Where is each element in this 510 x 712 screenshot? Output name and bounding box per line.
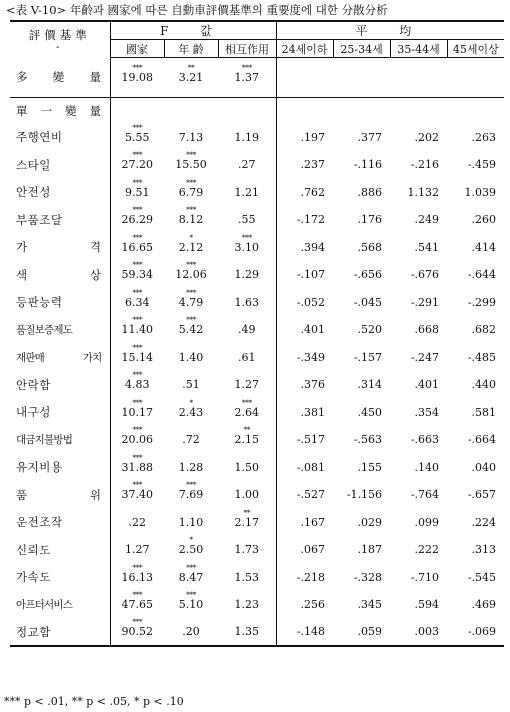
f-interaction	[218, 619, 276, 647]
f-country	[110, 509, 164, 537]
mean-age-45-over: .440	[471, 378, 497, 392]
f-value: 26.29	[121, 213, 153, 227]
mean-age-45-over: -.299	[467, 295, 497, 309]
mean-age-35-44: -.216	[410, 158, 440, 172]
mean-age-35-44: -.676	[410, 268, 440, 282]
mean-age-35-44: 1.132	[407, 185, 440, 199]
header-row-1	[10, 21, 504, 40]
f-country	[110, 454, 164, 482]
f-age	[164, 454, 218, 482]
mean-age-35-44: -.291	[410, 295, 440, 309]
f-age	[164, 261, 218, 289]
f-interaction	[218, 151, 276, 179]
mean-age-25-34: .450	[357, 405, 383, 419]
row-label: 재판매 가치	[10, 344, 110, 372]
f-value: .49	[238, 323, 256, 337]
row-label: 多 變 量	[10, 58, 110, 98]
mean-age-24-under: .067	[300, 543, 326, 557]
f-value: 16.13	[121, 570, 153, 584]
significance-mark: ***	[132, 261, 143, 270]
f-age	[164, 179, 218, 207]
f-value: 1.35	[234, 625, 260, 639]
mean-age-45-over: -.459	[467, 158, 497, 172]
f-country	[110, 591, 164, 619]
f-age	[164, 564, 218, 592]
f-country	[110, 261, 164, 289]
col-header-age-24-under: 24세이하	[276, 40, 333, 58]
f-value: 5.10	[178, 598, 204, 612]
mean-age-35-44: .003	[390, 619, 447, 647]
col-header-age-25-34: 25-34세	[333, 40, 390, 58]
f-value: 4.83	[125, 378, 150, 392]
mean-age-25-34: .314	[357, 378, 383, 392]
f-value: 27.20	[121, 158, 153, 172]
mean-age-24-under: .394	[300, 240, 326, 254]
f-value: 15.14	[121, 350, 153, 364]
f-interaction	[218, 399, 276, 427]
mean-age-24-under: -.349	[296, 350, 326, 364]
significance-mark: ***	[132, 343, 143, 352]
f-country	[110, 206, 164, 234]
row-label: 안전성	[10, 179, 110, 207]
significance-mark: ***	[132, 453, 143, 462]
mean-age-25-34: .886	[357, 185, 383, 199]
f-value: 1.40	[178, 350, 204, 364]
f-value: 2.43	[178, 405, 204, 419]
mean-age-25-34: .029	[357, 515, 383, 529]
mean-age-35-44: .140	[414, 460, 440, 474]
mean-age-35-44: .668	[414, 323, 440, 337]
table-row	[10, 399, 504, 427]
mean-age-45-over: .682	[471, 323, 497, 337]
f-age	[164, 536, 218, 564]
mean-age-45-over: -.664	[467, 433, 497, 447]
f-value: 15.50	[175, 158, 207, 172]
f-value: 1.73	[234, 543, 260, 557]
f-country	[110, 179, 164, 207]
table-row	[10, 426, 504, 454]
f-value: 1.19	[234, 130, 260, 144]
f-value: 1.23	[234, 598, 260, 612]
significance-mark: ***	[186, 481, 196, 490]
f-value: 37.40	[121, 488, 153, 502]
row-label: 가속도	[10, 564, 110, 592]
f-value: 11.40	[121, 323, 153, 337]
significance-mark: ***	[186, 151, 196, 160]
f-value: 59.34	[121, 268, 153, 282]
f-country	[110, 234, 164, 262]
f-country	[110, 481, 164, 509]
mean-age-24-under: .167	[300, 515, 326, 529]
f-value: 1.50	[234, 460, 260, 474]
mean-age-45-over: -.545	[467, 570, 497, 584]
row-label: 가 격	[10, 234, 110, 262]
significance-mark: ***	[186, 206, 196, 215]
data-rows	[10, 124, 504, 647]
f-age	[164, 591, 218, 619]
f-value: 10.17	[121, 405, 153, 419]
significance-mark: *	[189, 233, 193, 242]
table-row	[10, 509, 504, 537]
f-value: 1.63	[234, 295, 260, 309]
f-interaction	[218, 234, 276, 262]
significance-mark: **	[243, 508, 251, 517]
mean-age-35-44: -.247	[410, 350, 440, 364]
table-row	[10, 564, 504, 592]
col-header-age-35-44: 35-44세	[390, 40, 447, 58]
significance-mark: ***	[241, 398, 252, 407]
f-age	[164, 399, 218, 427]
mean-age-25-34: .345	[357, 598, 383, 612]
mean-group-header: 平 均	[276, 21, 504, 40]
f-country: *** 19.08	[110, 58, 164, 98]
mean-age-25-34: .176	[357, 213, 383, 227]
row-label: 운전조작	[10, 509, 110, 537]
stub-header-mark: -	[56, 41, 64, 53]
f-interaction	[218, 261, 276, 289]
f-age	[164, 426, 218, 454]
section-row	[10, 98, 504, 124]
f-value: 2.50	[178, 543, 204, 557]
f-value: 2.12	[178, 240, 204, 254]
significance-mark: ***	[132, 371, 143, 380]
mean-age-24-under: .197	[300, 130, 326, 144]
significance-mark: ***	[186, 591, 196, 600]
row-label: 신뢰도	[10, 536, 110, 564]
row-label: 품질보증제도	[10, 316, 110, 344]
mean-age-25-34: -.045	[353, 295, 383, 309]
f-interaction	[218, 344, 276, 372]
table-row	[10, 619, 504, 647]
table-caption: <表 V-10> 年齡과 國家에 따른 自動車評價基準의 重要度에 대한 分散分析	[6, 3, 388, 17]
significance-mark: ***	[132, 398, 143, 407]
f-value: 16.65	[121, 240, 153, 254]
f-age	[164, 481, 218, 509]
mean-age-35-44: -.764	[410, 488, 440, 502]
mean-age-24-under: .762	[300, 185, 326, 199]
f-value: .20	[182, 625, 200, 639]
table-row	[10, 344, 504, 372]
mean-age-25-34: .187	[357, 543, 383, 557]
mean-age-24-under: -.052	[296, 295, 326, 309]
mean-age-45-over: -.657	[467, 488, 497, 502]
table-row	[10, 536, 504, 564]
f-interaction	[218, 426, 276, 454]
f-value: 8.12	[178, 213, 204, 227]
significance-mark: ***	[132, 618, 143, 627]
f-country	[110, 289, 164, 317]
mean-age-25-34: -1.156	[346, 488, 383, 502]
mean-age-35-44: .099	[414, 515, 440, 529]
mean-age-24-under: -.107	[296, 268, 326, 282]
mean-age-45-over: -.069	[447, 619, 504, 647]
f-age	[164, 151, 218, 179]
row-label: 품 위	[10, 481, 110, 509]
mean-age-45-over: -.485	[467, 350, 497, 364]
f-value-group-header: F 값	[110, 21, 276, 40]
mean-age-24-under: .376	[300, 378, 326, 392]
significance-mark: ***	[186, 178, 196, 187]
f-value: 31.88	[121, 460, 153, 474]
table-row	[10, 454, 504, 482]
mean-age-25-34: -.328	[353, 570, 383, 584]
f-value: 1.27	[125, 543, 150, 557]
mean-age-24-under: .381	[300, 405, 326, 419]
significance-mark: ***	[132, 233, 143, 242]
significance-mark: **	[243, 426, 251, 435]
mean-age-24-under: .256	[300, 598, 326, 612]
col-header-age: 年 齡	[164, 40, 218, 58]
f-value: 1.27	[234, 378, 260, 392]
significance-mark: *	[189, 536, 193, 545]
significance-mark: ***	[132, 206, 143, 215]
row-label: 부품조달	[10, 206, 110, 234]
f-value: 20.06	[121, 433, 153, 447]
mean-age-35-44: -.710	[410, 570, 440, 584]
significance-mark: ***	[132, 151, 143, 160]
f-value: 4.79	[178, 295, 204, 309]
col-header-country: 國家	[110, 40, 164, 58]
f-country	[110, 316, 164, 344]
f-value: 1.00	[234, 488, 260, 502]
significance-mark: ***	[132, 288, 143, 297]
mean-age-25-34: -.563	[353, 433, 383, 447]
table-row	[10, 179, 504, 207]
mean-age-25-34: -.157	[353, 350, 383, 364]
mean-age-24-under: -.148	[276, 619, 333, 647]
significance-mark: *	[189, 398, 193, 407]
f-value: 9.51	[125, 185, 150, 199]
f-country	[110, 371, 164, 399]
mean-age-45-over: .469	[471, 598, 497, 612]
f-value: .27	[238, 158, 256, 172]
f-value: 7.69	[178, 488, 204, 502]
significance-mark: ***	[132, 123, 143, 132]
significance-mark: ***	[132, 563, 143, 572]
f-age	[164, 124, 218, 152]
mean-age-24-under: -.081	[296, 460, 326, 474]
mean-age-25-34: -.116	[353, 158, 383, 172]
f-value: .51	[182, 378, 200, 392]
mean-age-24-under: .401	[300, 323, 326, 337]
f-value: 1.53	[234, 570, 260, 584]
f-interaction	[218, 454, 276, 482]
mean-age-25-34: .059	[333, 619, 390, 647]
table-row	[10, 234, 504, 262]
row-label: 스타일	[10, 151, 110, 179]
mean-age-45-over: 1.039	[464, 185, 497, 199]
table-row	[10, 591, 504, 619]
mean-age-45-over: .263	[471, 130, 497, 144]
f-value: 12.06	[175, 268, 207, 282]
f-age	[164, 619, 218, 647]
f-interaction	[218, 536, 276, 564]
significance-mark: ***	[132, 426, 143, 435]
f-value: .22	[128, 515, 146, 529]
mean-age-24-under: -.517	[296, 433, 326, 447]
mean-age-35-44: -.663	[410, 433, 440, 447]
anova-table	[10, 20, 504, 647]
f-country	[110, 426, 164, 454]
f-country	[110, 124, 164, 152]
f-country	[110, 151, 164, 179]
f-value: 1.29	[234, 268, 260, 282]
f-age	[164, 509, 218, 537]
row-label: 대금지불방법	[10, 426, 110, 454]
row-label: 아프터서비스	[10, 591, 110, 619]
significance-mark: ***	[186, 563, 196, 572]
f-interaction	[218, 124, 276, 152]
f-interaction	[218, 564, 276, 592]
f-value: 1.21	[234, 185, 260, 199]
f-value: .61	[238, 350, 256, 364]
f-value: 1.28	[178, 460, 204, 474]
mean-age-45-over: -.644	[467, 268, 497, 282]
mean-age-25-34: .568	[357, 240, 383, 254]
f-age: ** 3.21	[164, 58, 218, 98]
row-label: 주행연비	[10, 124, 110, 152]
f-interaction	[218, 509, 276, 537]
row-label: 등판능력	[10, 289, 110, 317]
row-label: 내구성	[10, 399, 110, 427]
table-row	[10, 261, 504, 289]
mean-age-24-under: -.172	[296, 213, 326, 227]
multivariate-row	[10, 58, 504, 98]
col-header-age-45-over: 45세이상	[447, 40, 504, 58]
mean-age-25-34: .377	[357, 130, 383, 144]
table-row	[10, 124, 504, 152]
section-label: 單一變量	[10, 98, 110, 124]
mean-age-35-44: .202	[414, 130, 440, 144]
mean-age-35-44: .249	[414, 213, 440, 227]
mean-age-35-44: .354	[414, 405, 440, 419]
f-value: 7.13	[178, 130, 204, 144]
mean-age-24-under: -.527	[296, 488, 326, 502]
mean-age-25-34: .155	[357, 460, 383, 474]
f-interaction	[218, 179, 276, 207]
f-interaction: *** 1.37	[218, 58, 276, 98]
mean-age-35-44: .222	[414, 543, 440, 557]
table-row	[10, 316, 504, 344]
significance-footnote: *** p < .01, ** p < .05, * p < .10	[4, 695, 184, 708]
mean-age-45-over: .313	[471, 543, 497, 557]
f-value: 2.64	[234, 405, 260, 419]
f-interaction	[218, 289, 276, 317]
mean-age-25-34: .520	[357, 323, 383, 337]
row-label: 색 상	[10, 261, 110, 289]
mean-age-45-over: .040	[471, 460, 497, 474]
mean-age-24-under: -.218	[296, 570, 326, 584]
row-label: 안락함	[10, 371, 110, 399]
f-value: .55	[238, 213, 256, 227]
mean-age-24-under: .237	[300, 158, 326, 172]
f-country	[110, 619, 164, 647]
f-age	[164, 234, 218, 262]
stub-header	[10, 21, 110, 58]
f-value: 6.34	[125, 295, 150, 309]
f-interaction	[218, 481, 276, 509]
mean-age-25-34: -.656	[353, 268, 383, 282]
f-age	[164, 316, 218, 344]
f-value: 6.79	[178, 185, 204, 199]
significance-mark: ***	[186, 316, 196, 325]
mean-age-45-over: .224	[471, 515, 497, 529]
col-header-interaction: 相互作用	[218, 40, 276, 58]
table-row	[10, 289, 504, 317]
f-value: 5.55	[125, 130, 150, 144]
f-age	[164, 344, 218, 372]
significance-mark: ***	[132, 591, 143, 600]
f-value: 2.17	[234, 515, 260, 529]
table-row	[10, 206, 504, 234]
f-age	[164, 289, 218, 317]
significance-mark: ***	[132, 178, 143, 187]
mean-age-45-over: .581	[471, 405, 497, 419]
f-country	[110, 399, 164, 427]
row-label: 유지비용	[10, 454, 110, 482]
f-interaction	[218, 591, 276, 619]
f-value: .72	[182, 433, 200, 447]
f-age	[164, 371, 218, 399]
f-country	[110, 564, 164, 592]
f-value: 8.47	[178, 570, 204, 584]
mean-age-45-over: .414	[471, 240, 497, 254]
row-label: 정교함	[10, 619, 110, 647]
significance-mark: ***	[132, 481, 143, 490]
f-interaction	[218, 206, 276, 234]
table-row	[10, 481, 504, 509]
f-interaction	[218, 316, 276, 344]
mean-age-35-44: .541	[414, 240, 440, 254]
mean-age-35-44: .594	[414, 598, 440, 612]
table-row	[10, 151, 504, 179]
f-value: 90.52	[121, 625, 153, 639]
f-value: 3.10	[234, 240, 260, 254]
f-value: 1.10	[178, 515, 204, 529]
significance-mark: ***	[132, 316, 143, 325]
f-value: 47.65	[121, 598, 153, 612]
f-country	[110, 536, 164, 564]
f-age	[164, 206, 218, 234]
significance-mark: ***	[186, 288, 196, 297]
mean-age-35-44: .401	[414, 378, 440, 392]
table-row	[10, 371, 504, 399]
f-interaction	[218, 371, 276, 399]
f-value: 2.15	[234, 433, 260, 447]
stub-header-label: 評價基準	[28, 27, 91, 42]
f-country	[110, 344, 164, 372]
mean-age-45-over: .260	[471, 213, 497, 227]
f-value: 5.42	[178, 323, 204, 337]
significance-mark: ***	[186, 261, 196, 270]
significance-mark: ***	[241, 233, 252, 242]
